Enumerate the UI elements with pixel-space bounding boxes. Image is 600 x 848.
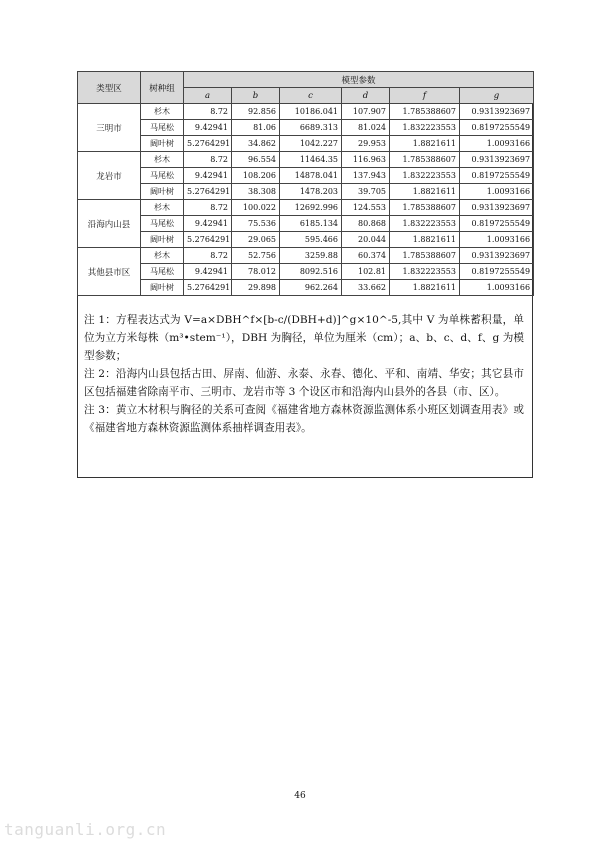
table-notes: [84, 311, 524, 437]
param-value-cell: 92.856: [232, 104, 280, 120]
table-row: [78, 248, 534, 264]
param-value-cell: 0.9313923697: [460, 200, 534, 216]
param-value-cell: 80.868: [342, 216, 390, 232]
species-cell: 阔叶树: [141, 184, 184, 200]
species-cell: 阔叶树: [141, 280, 184, 296]
param-value-cell: 0.8197255549: [460, 216, 534, 232]
param-value-cell: 81.024: [342, 120, 390, 136]
header-params: 模型参数: [184, 72, 534, 88]
param-value-cell: 29.953: [342, 136, 390, 152]
model-parameter-table: [77, 71, 534, 296]
param-value-cell: 78.012: [232, 264, 280, 280]
param-value-cell: 8.72: [184, 152, 232, 168]
param-value-cell: 1.832223553: [390, 120, 460, 136]
param-value-cell: 1.785388607: [390, 248, 460, 264]
species-cell: 杉木: [141, 104, 184, 120]
watermark: tanguanli.org.cn: [4, 820, 167, 839]
table-row: [78, 264, 534, 280]
param-value-cell: 60.374: [342, 248, 390, 264]
param-value-cell: 1.8821611: [390, 280, 460, 296]
table-row: [78, 152, 534, 168]
param-value-cell: 0.8197255549: [460, 120, 534, 136]
note-1: 注 1：方程表达式为 V=a×DBH^f×[b-c/(DBH+d)]^g×10^-5,其中 V 为单株蓄积量，单位为立方米每株（m³•stem⁻¹），DBH 为胸径，单位为厘米（cm）；a、b、c、d、f、g 为模型参数；: [84, 314, 524, 362]
param-header: a: [184, 88, 232, 104]
param-value-cell: 9.42941: [184, 216, 232, 232]
param-value-cell: 96.554: [232, 152, 280, 168]
param-value-cell: 52.756: [232, 248, 280, 264]
species-cell: 马尾松: [141, 264, 184, 280]
note-2: 注 2：沿海内山县包括古田、屏南、仙游、永泰、永春、德化、平和、南靖、华安；其它县市区包括福建省除南平市、三明市、龙岩市等 3 个设区市和沿海内山县外的各县（市、区）。: [84, 368, 524, 398]
table-row: [78, 216, 534, 232]
table-row: [78, 280, 534, 296]
param-value-cell: 1.785388607: [390, 200, 460, 216]
table-row: [78, 104, 534, 120]
param-value-cell: 10186.041: [280, 104, 342, 120]
param-value-cell: 1.0093166: [460, 280, 534, 296]
param-value-cell: 29.898: [232, 280, 280, 296]
param-value-cell: 1.8821611: [390, 184, 460, 200]
param-value-cell: 81.06: [232, 120, 280, 136]
species-cell: 杉木: [141, 200, 184, 216]
param-value-cell: 1.8821611: [390, 136, 460, 152]
table-row: [78, 120, 534, 136]
species-cell: 马尾松: [141, 168, 184, 184]
param-value-cell: 0.9313923697: [460, 104, 534, 120]
param-value-cell: 11464.35: [280, 152, 342, 168]
param-value-cell: 124.553: [342, 200, 390, 216]
param-value-cell: 8.72: [184, 200, 232, 216]
param-value-cell: 1.785388607: [390, 152, 460, 168]
param-value-cell: 0.8197255549: [460, 168, 534, 184]
param-value-cell: 38.308: [232, 184, 280, 200]
param-value-cell: 5.2764291: [184, 136, 232, 152]
param-value-cell: 8.72: [184, 104, 232, 120]
species-cell: 杉木: [141, 248, 184, 264]
param-value-cell: 8092.516: [280, 264, 342, 280]
param-value-cell: 3259.88: [280, 248, 342, 264]
param-header: g: [460, 88, 534, 104]
region-cell: 其他县市区: [78, 248, 141, 296]
param-value-cell: 108.206: [232, 168, 280, 184]
species-cell: 杉木: [141, 152, 184, 168]
param-value-cell: 1.785388607: [390, 104, 460, 120]
header-region: 类型区: [78, 72, 141, 104]
param-value-cell: 6689.313: [280, 120, 342, 136]
param-header: f: [390, 88, 460, 104]
param-value-cell: 39.705: [342, 184, 390, 200]
param-value-cell: 5.2764291: [184, 280, 232, 296]
param-value-cell: 33.662: [342, 280, 390, 296]
param-value-cell: 8.72: [184, 248, 232, 264]
header-species: 树种组: [141, 72, 184, 104]
table-row: [78, 232, 534, 248]
param-value-cell: 595.466: [280, 232, 342, 248]
param-value-cell: 102.81: [342, 264, 390, 280]
region-cell: 沿海内山县: [78, 200, 141, 248]
param-value-cell: 29.065: [232, 232, 280, 248]
param-value-cell: 5.2764291: [184, 184, 232, 200]
species-cell: 马尾松: [141, 216, 184, 232]
param-value-cell: 6185.134: [280, 216, 342, 232]
param-value-cell: 5.2764291: [184, 232, 232, 248]
region-cell: 龙岩市: [78, 152, 141, 200]
param-value-cell: 1042.227: [280, 136, 342, 152]
param-value-cell: 1.0093166: [460, 184, 534, 200]
param-value-cell: 1.8821611: [390, 232, 460, 248]
param-value-cell: 116.963: [342, 152, 390, 168]
species-cell: 马尾松: [141, 120, 184, 136]
param-value-cell: 107.907: [342, 104, 390, 120]
page-number: 46: [294, 791, 306, 801]
table-row: [78, 168, 534, 184]
param-value-cell: 1.0093166: [460, 136, 534, 152]
param-value-cell: 34.862: [232, 136, 280, 152]
param-value-cell: 962.264: [280, 280, 342, 296]
species-cell: 阔叶树: [141, 136, 184, 152]
note-3: 注 3：黄立木材积与胸径的关系可查阅《福建省地方森林资源监测体系小班区划调查用表》或《福建省地方森林资源监测体系抽样调查用表》。: [84, 404, 524, 434]
param-value-cell: 9.42941: [184, 168, 232, 184]
param-value-cell: 1.832223553: [390, 264, 460, 280]
species-cell: 阔叶树: [141, 232, 184, 248]
param-value-cell: 0.9313923697: [460, 152, 534, 168]
param-header: b: [232, 88, 280, 104]
param-value-cell: 12692.996: [280, 200, 342, 216]
param-value-cell: 9.42941: [184, 264, 232, 280]
table-row: [78, 136, 534, 152]
param-value-cell: 0.9313923697: [460, 248, 534, 264]
param-value-cell: 1478.203: [280, 184, 342, 200]
region-cell: 三明市: [78, 104, 141, 152]
table-row: [78, 200, 534, 216]
param-value-cell: 0.8197255549: [460, 264, 534, 280]
param-value-cell: 1.832223553: [390, 216, 460, 232]
param-value-cell: 1.0093166: [460, 232, 534, 248]
param-header: c: [280, 88, 342, 104]
param-value-cell: 9.42941: [184, 120, 232, 136]
param-value-cell: 137.943: [342, 168, 390, 184]
table-row: [78, 184, 534, 200]
param-value-cell: 20.044: [342, 232, 390, 248]
param-value-cell: 100.022: [232, 200, 280, 216]
param-value-cell: 1.832223553: [390, 168, 460, 184]
param-value-cell: 14878.041: [280, 168, 342, 184]
param-value-cell: 75.536: [232, 216, 280, 232]
param-header: d: [342, 88, 390, 104]
